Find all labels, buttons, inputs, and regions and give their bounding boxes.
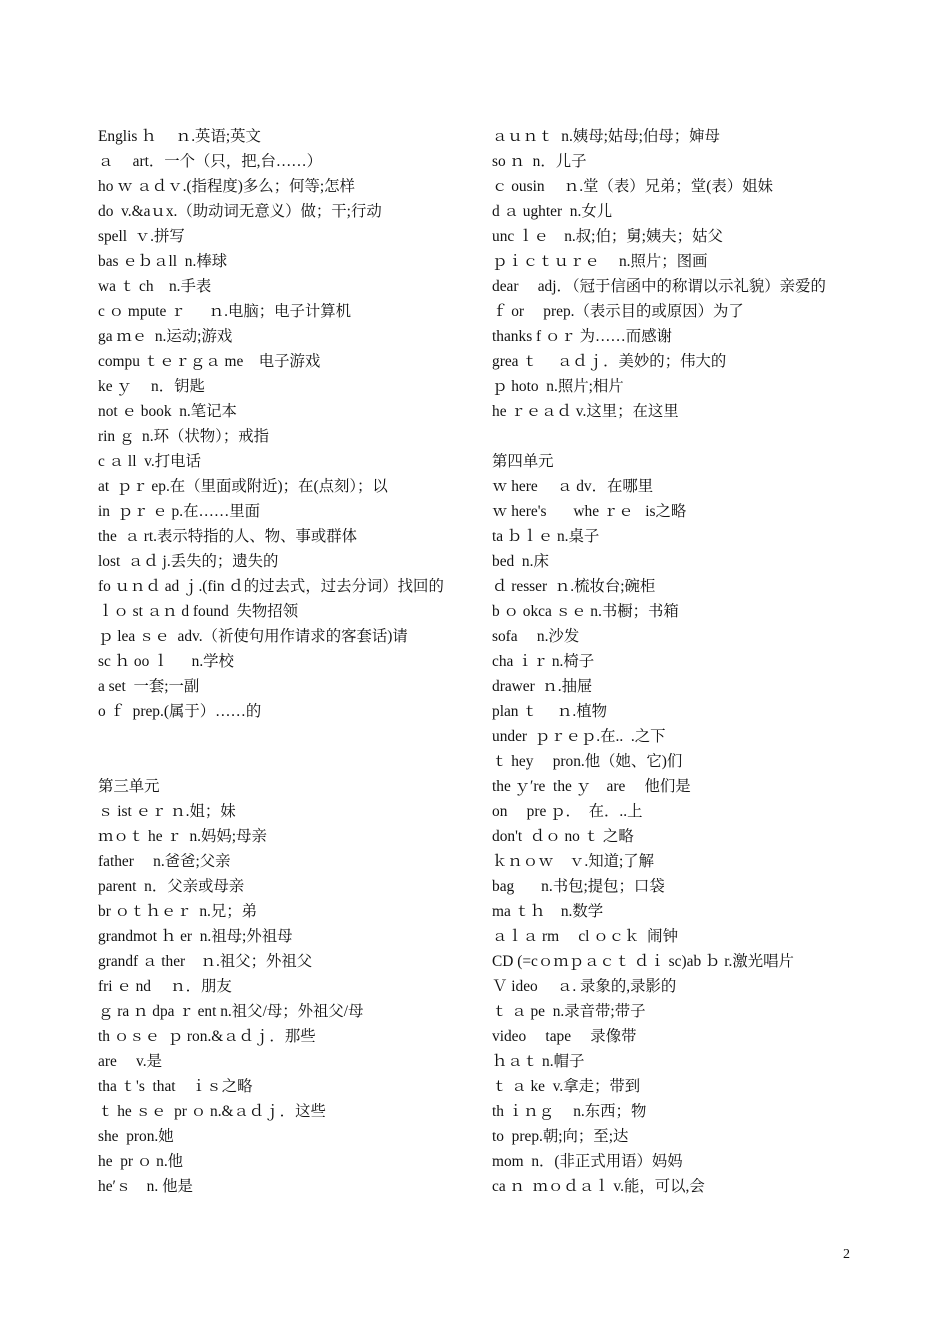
vocab-entry: mom n．(非正式用语）妈妈 bbox=[492, 1153, 683, 1170]
vocab-entry: he pr ｏ n.他 bbox=[98, 1153, 184, 1170]
vocab-entry: lost ａｄ j.丢失的；遗失的 bbox=[98, 553, 279, 570]
vocab-entry: ta ｂｌｅ n.桌子 bbox=[492, 528, 600, 545]
vocab-entry: drawer ｎ.抽屉 bbox=[492, 678, 593, 695]
vocab-entry: ｋｎｏｗ ｖ.知道;了解 bbox=[492, 853, 655, 870]
vocab-entry: to prep.朝;向；至;达 bbox=[492, 1128, 629, 1145]
vocab-entry: o ｆ prep.(属于）……的 bbox=[98, 703, 262, 720]
vocab-entry: ａｌａ rm cl ｏｃｋ 闹钟 bbox=[492, 928, 678, 945]
vocab-entry: on pre ｐ． 在．..上 bbox=[492, 803, 643, 820]
vocab-entry: so ｎ n．儿子 bbox=[492, 153, 587, 170]
vocab-entry: ke ｙ n．钥匙 bbox=[98, 378, 205, 395]
vocab-entry: ma ｔｈ n.数学 bbox=[492, 903, 604, 920]
left-vocabulary-column bbox=[98, 124, 468, 1199]
vocab-entry: ｌｏ st ａｎ d found 失物招领 bbox=[98, 603, 299, 620]
vocab-entry: rin ｇ n.环（状物）；戒指 bbox=[98, 428, 269, 445]
vocab-entry: ｔ he ｓｅ pr ｏ n.&ａｄｊ．这些 bbox=[98, 1103, 326, 1120]
vocab-entry: fo ｕｎｄ ad ｊ.(fin ｄ的过去式，过去分词）找回的 bbox=[98, 578, 444, 595]
vocab-entry: ｍｏｔ he ｒ n.妈妈;母亲 bbox=[98, 828, 267, 845]
vocab-entry: the ａ rt.表示特指的人、物、事或群体 bbox=[98, 528, 358, 545]
unit-heading: 第三单元 bbox=[98, 778, 160, 795]
vocab-entry: bas ｅｂａll n.棒球 bbox=[98, 253, 228, 270]
vocab-entry: spell ｖ.拼写 bbox=[98, 228, 185, 245]
vocab-entry: wa ｔ ch n.手表 bbox=[98, 278, 212, 295]
vocab-entry: ca ｎ ｍｏｄａｌ v.能，可以,会 bbox=[492, 1178, 705, 1195]
vocab-entry: c ａ ll v.打电话 bbox=[98, 453, 201, 470]
blank-line bbox=[98, 749, 468, 774]
vocab-entry: grandf ａ ther ｎ.祖父；外祖父 bbox=[98, 953, 313, 970]
vocab-entry: ｔ ａ pe n.录音带;带子 bbox=[492, 1003, 646, 1020]
vocab-entry: do v.&aｕx.（助动词无意义）做；干;行动 bbox=[98, 203, 382, 220]
vocab-entry: fri ｅ nd ｎ．朋友 bbox=[98, 978, 232, 995]
vocab-entry: ａ art．一个（只，把,台……） bbox=[98, 153, 323, 170]
vocab-entry: video tape 录像带 bbox=[492, 1028, 637, 1045]
right-vocabulary-column bbox=[492, 124, 858, 1199]
vocab-entry: ｗ here ａ dv．在哪里 bbox=[492, 478, 654, 495]
vocab-entry: bed n.床 bbox=[492, 553, 549, 570]
vocab-entry: he′ｓ n. 他是 bbox=[98, 1178, 193, 1195]
vocab-entry: cha ｉｒ n.椅子 bbox=[492, 653, 595, 670]
vocab-entry: a set 一套;一副 bbox=[98, 678, 200, 695]
vocab-entry: ａｕｎｔ n.姨母;姑母;伯母；婶母 bbox=[492, 128, 720, 145]
vocab-entry: are v.是 bbox=[98, 1053, 162, 1070]
vocab-entry: compu ｔｅｒｇａ me 电子游戏 bbox=[98, 353, 321, 370]
vocab-entry: not ｅ book n.笔记本 bbox=[98, 403, 237, 420]
vocab-entry: br ｏｔｈｅｒ n.兄；弟 bbox=[98, 903, 258, 920]
vocab-entry: th ｏｓｅ ｐ ron.&ａｄｊ．那些 bbox=[98, 1028, 316, 1045]
vocab-entry: ｄ resser ｎ.梳妆台;碗柜 bbox=[492, 578, 656, 595]
blank-line bbox=[98, 724, 468, 749]
vocab-entry: ｔ ａ ke v.拿走；带到 bbox=[492, 1078, 641, 1095]
vocab-entry: ga ｍｅ n.运动;游戏 bbox=[98, 328, 233, 345]
vocab-entry: ｐ lea ｓｅ adv.（祈使句用作请求的客套话)请 bbox=[98, 628, 408, 645]
vocab-entry: grandmot ｈ er n.祖母;外祖母 bbox=[98, 928, 293, 945]
vocab-entry: unc ｌｅ n.叔;伯；舅;姨夫；姑父 bbox=[492, 228, 723, 245]
vocab-entry: under ｐｒｅｐ.在.. .之下 bbox=[492, 728, 666, 745]
vocab-entry: dear adj．（冠于信函中的称谓以示礼貌）亲爱的 bbox=[492, 278, 826, 295]
vocab-entry: ｐ hoto n.照片;相片 bbox=[492, 378, 624, 395]
vocab-entry: CD (=cｏｍｐａｃｔ ｄｉ sc)ab ｂ r.激光唱片 bbox=[492, 953, 794, 970]
vocab-entry: father n.爸爸;父亲 bbox=[98, 853, 231, 870]
vocab-entry: ｔ hey pron.他（她、它)们 bbox=[492, 753, 683, 770]
vocab-entry: grea ｔ ａｄｊ．美妙的；伟大的 bbox=[492, 353, 727, 370]
vocab-entry: thanks f ｏｒ 为……而感谢 bbox=[492, 328, 672, 345]
vocab-entry: ｓ ist ｅｒ ｎ.姐；妹 bbox=[98, 803, 236, 820]
vocab-entry: d ａ ughter n.女儿 bbox=[492, 203, 613, 220]
vocab-entry: ｗ here's whe ｒｅ is之略 bbox=[492, 503, 687, 520]
vocab-entry: Englis ｈ ｎ.英语;英文 bbox=[98, 128, 261, 145]
vocab-entry: she pron.她 bbox=[98, 1128, 174, 1145]
vocab-entry: ｆ or prep.（表示目的或原因）为了 bbox=[492, 303, 744, 320]
vocab-entry: Ｖ ideo ａ. 录象的,录影的 bbox=[492, 978, 677, 995]
vocab-entry: sofa n.沙发 bbox=[492, 628, 580, 645]
vocab-entry: ｇ ra ｎ dpa ｒ ent n.祖父/母；外祖父/母 bbox=[98, 1003, 364, 1020]
vocab-entry: the ｙ′re the ｙ are 他们是 bbox=[492, 778, 691, 795]
vocab-entry: in ｐｒ ｅ p.在……里面 bbox=[98, 503, 261, 520]
unit-heading: 第四单元 bbox=[492, 453, 554, 470]
vocab-entry: th ｉｎｇ n.东西；物 bbox=[492, 1103, 647, 1120]
vocab-entry: tha ｔ's that ｉｓ之略 bbox=[98, 1078, 253, 1095]
vocab-entry: c ｏ mpute ｒ ｎ.电脑；电子计算机 bbox=[98, 303, 352, 320]
vocab-entry: bag n.书包;提包；口袋 bbox=[492, 878, 665, 895]
vocab-entry: don't ｄｏ no ｔ 之略 bbox=[492, 828, 634, 845]
vocab-entry: b ｏ okca ｓｅ n.书橱；书箱 bbox=[492, 603, 679, 620]
vocab-entry: ｐｉｃｔｕｒｅ n.照片；图画 bbox=[492, 253, 708, 270]
vocab-entry: ｈａｔ n.帽子 bbox=[492, 1053, 585, 1070]
vocab-entry: ho ｗ ａｄｖ.(指程度)多么；何等;怎样 bbox=[98, 178, 355, 195]
vocab-entry: parent n．父亲或母亲 bbox=[98, 878, 245, 895]
vocab-entry: he ｒｅａｄ v.这里；在这里 bbox=[492, 403, 679, 420]
vocab-entry: sc ｈ oo ｌ n.学校 bbox=[98, 653, 234, 670]
vocab-entry: plan ｔ ｎ.植物 bbox=[492, 703, 607, 720]
blank-line bbox=[492, 424, 858, 449]
page-number: 2 bbox=[843, 1247, 850, 1262]
vocab-entry: ｃ ousin ｎ.堂（表）兄弟；堂(表）姐妹 bbox=[492, 178, 773, 195]
vocab-entry: at ｐｒ ep.在（里面或附近)；在(点刻）；以 bbox=[98, 478, 388, 495]
